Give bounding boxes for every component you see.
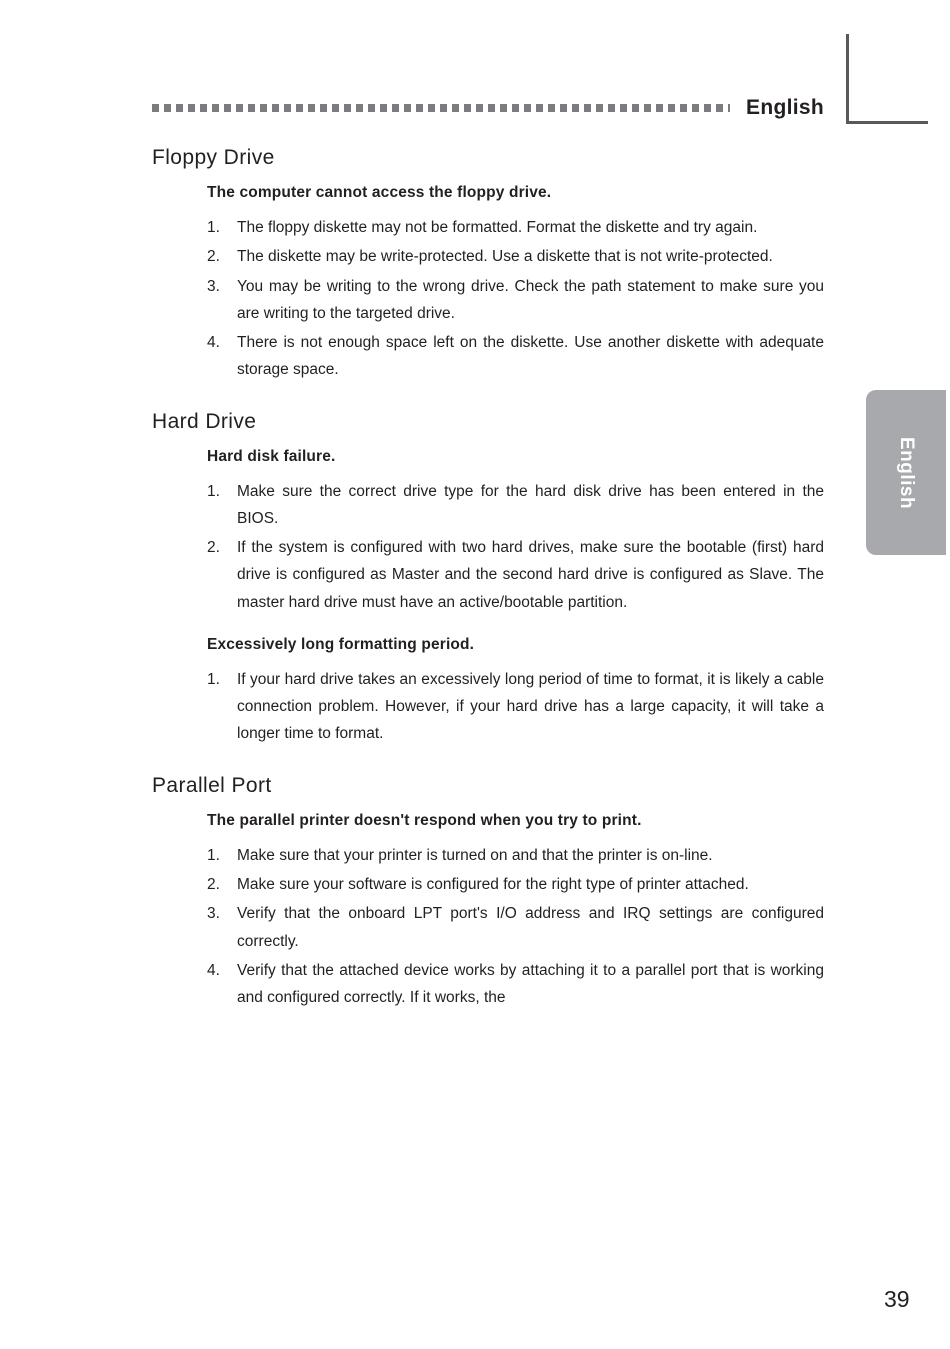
sub-title: The computer cannot access the floppy drive. [207, 184, 552, 201]
list-item-text: Make sure that your printer is turned on and that the printer is on-line. [237, 846, 713, 864]
list-item-number: 2. [207, 875, 220, 893]
list-item [207, 957, 824, 1012]
list-item-text: Verify that the onboard LPT port's I/O address and IRQ settings are configured correctly. [237, 905, 824, 950]
section-title: Hard Drive [152, 409, 257, 433]
sub-block [207, 636, 824, 748]
list-item-number: 3. [207, 277, 220, 295]
section-hard-drive [152, 410, 824, 748]
steps-list [207, 842, 824, 1012]
list-item-text: Make sure your software is configured for the right type of printer attached. [237, 875, 749, 893]
list-item [207, 666, 824, 748]
header-language-label: English [746, 96, 824, 119]
steps-list [207, 666, 824, 748]
list-item [207, 273, 824, 328]
list-item [207, 871, 824, 898]
sub-title: The parallel printer doesn't respond when you try to print. [207, 811, 642, 829]
list-item [207, 478, 824, 533]
sub-title: Excessively long formatting period. [207, 635, 475, 653]
list-item-text: If your hard drive takes an excessively long period of time to format, it is likely a cable connection problem. However, if your hard drive has a large capacity, it will take a longer time to format. [237, 670, 824, 743]
list-item-text: Make sure the correct drive type for the hard disk drive has been entered in the BIOS. [237, 482, 824, 527]
steps-list [207, 478, 824, 616]
list-item [207, 329, 824, 384]
page-header [152, 96, 824, 126]
list-item-number: 4. [207, 334, 220, 352]
list-item-number: 1. [207, 219, 220, 236]
list-item-number: 1. [207, 482, 220, 500]
section-title: Parallel Port [152, 773, 272, 797]
list-item-number: 1. [207, 846, 220, 864]
steps-list [207, 214, 824, 384]
side-tab-label: English [896, 436, 917, 509]
list-item-number: 3. [207, 905, 220, 923]
section-title: Floppy Drive [152, 146, 275, 169]
section-floppy-drive [152, 146, 824, 384]
sub-block [207, 448, 824, 616]
corner-bracket-horizontal-line [846, 121, 928, 124]
corner-bracket-vertical-line [846, 34, 849, 124]
page-content [152, 146, 824, 1013]
list-item-text: The diskette may be write-protected. Use a diskette that is not write-protected. [237, 248, 773, 266]
list-item-text: If the system is configured with two hard drives, make sure the bootable (first) hard drive is configured as Master and the second hard drive is configured as Slave. The master hard drive must have an active/bootable partition. [237, 539, 824, 611]
list-item-text: You may be writing to the wrong drive. Check the path statement to make sure you are writing to the targeted drive. [237, 277, 824, 322]
list-item-text: Verify that the attached device works by attaching it to a parallel port that is working and configured correctly. If it works, the [237, 961, 824, 1007]
list-item [207, 214, 824, 241]
section-parallel-port [152, 774, 824, 1012]
list-item-number: 1. [207, 670, 220, 688]
page-number: 39 [884, 1286, 910, 1312]
sub-block [207, 184, 824, 384]
list-item-number: 2. [207, 539, 220, 557]
list-item [207, 243, 824, 270]
list-item [207, 534, 824, 616]
sub-title: Hard disk failure. [207, 447, 336, 465]
list-item-text: There is not enough space left on the diskette. Use another diskette with adequate storage space. [237, 334, 824, 379]
list-item-text: The floppy diskette may not be formatted. Format the diskette and try again. [237, 219, 758, 236]
list-item [207, 900, 824, 955]
side-tab-english [866, 390, 946, 555]
list-item [207, 842, 824, 869]
sub-block [207, 812, 824, 1012]
dotted-rule-decoration [152, 104, 730, 112]
list-item-number: 4. [207, 961, 220, 979]
list-item-number: 2. [207, 248, 220, 266]
corner-bracket-decoration [846, 34, 928, 124]
